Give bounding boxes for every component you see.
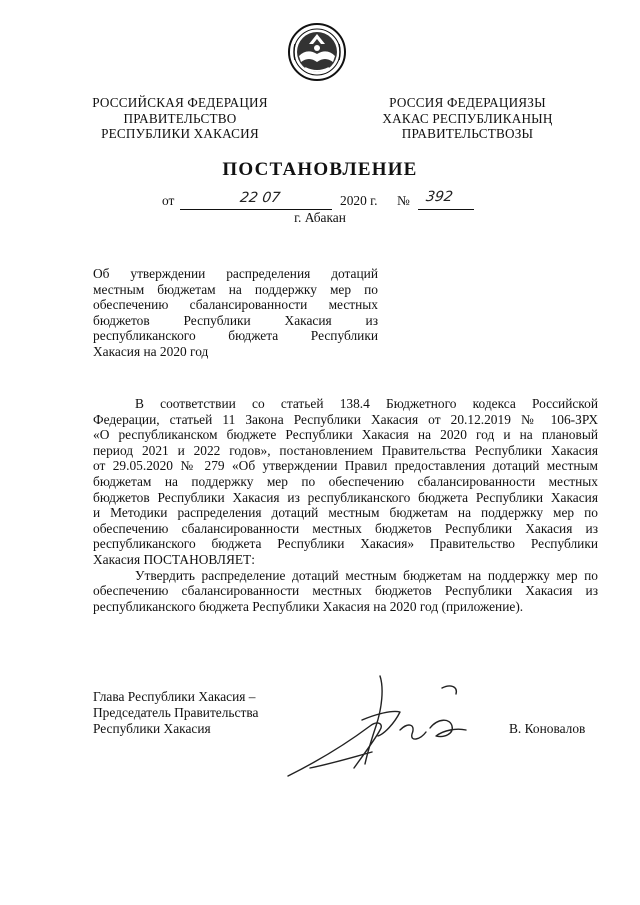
date-handwritten: 22 07 xyxy=(238,190,282,206)
document-title: ПОСТАНОВЛЕНИЕ xyxy=(222,159,418,180)
header-left xyxy=(80,95,280,142)
header-left-line: РЕСПУБЛИКИ ХАКАСИЯ xyxy=(101,126,259,142)
body-line: республиканского бюджета Республики Хакасия на 2020 год (приложение). xyxy=(93,598,524,614)
subject-line: бюджетов Республики Хакасия из xyxy=(93,312,378,328)
number-sign: № xyxy=(397,193,410,208)
handwritten-signature xyxy=(280,668,490,783)
header-left-line: РОССИЙСКАЯ ФЕДЕРАЦИЯ xyxy=(92,95,268,110)
body-paragraph-1 xyxy=(93,396,598,568)
body-line: и Методики распределения дотаций местным бюджетам на поддержку мер по xyxy=(93,505,598,521)
body-line: В соответствии со статьей 138.4 Бюджетного кодекса Российской xyxy=(135,396,598,411)
header-right-line: РОССИЯ ФЕДЕРАЦИЯЗЫ xyxy=(389,95,546,110)
date-prefix: от xyxy=(162,193,175,208)
body-line: период 2021 и 2022 годов», постановлением Правительства Республики Хакасия xyxy=(93,442,598,458)
document-subject xyxy=(93,266,378,360)
signatory-position-line: Глава Республики Хакасия – xyxy=(93,689,256,704)
body-line: бюджетам на поддержку мер по обеспечению сбалансированности местных xyxy=(93,473,598,489)
number-underline xyxy=(418,189,474,210)
document-body xyxy=(93,396,598,614)
city: г. Абакан xyxy=(294,210,346,225)
date-year: 2020 г. xyxy=(340,193,378,208)
header-right-line: ХАКАС РЕСПУБЛИКАНЫҢ xyxy=(382,110,553,126)
number-handwritten: 392 xyxy=(424,189,454,205)
subject-line: местным бюджетам на поддержку мер по xyxy=(93,281,378,297)
header-right-line: ПРАВИТЕЛЬСТВОЗЫ xyxy=(401,126,534,142)
body-line: Утвердить распределение дотаций местным бюджетам на поддержку мер по xyxy=(135,567,598,583)
body-line: обеспечению сбалансированности местных бюджетов Республики Хакасия из xyxy=(93,583,598,599)
signer-name: В. Коновалов xyxy=(509,721,586,736)
subject-line: обеспечению сбалансированности местных xyxy=(93,297,378,313)
body-line: Федерации, статьей 11 Закона Республики Хакасия от 20.12.2019 № 106-ЗРХ xyxy=(93,411,598,427)
body-line: обеспечению сбалансированности местных бюджетов Республики Хакасия из xyxy=(93,520,598,536)
header-left-line: ПРАВИТЕЛЬСТВО xyxy=(123,110,237,126)
header-right xyxy=(360,95,575,142)
body-line: республиканского бюджета Республики Хакасия» Правительство Республики xyxy=(93,536,598,552)
subject-line: республиканского бюджета Республики xyxy=(93,328,378,344)
body-line: бюджетов Республики Хакасия из республиканского бюджета Республики Хакасия xyxy=(93,489,598,505)
subject-line: Хакасия на 2020 год xyxy=(93,343,209,359)
signature-block xyxy=(93,689,258,736)
signatory-position-line: Председатель Правительства xyxy=(93,704,259,720)
body-line: Хакасия ПОСТАНОВЛЯЕТ: xyxy=(93,551,255,567)
subject-line: Об утверждении распределения дотаций xyxy=(93,266,378,281)
body-line: «О республиканском бюджете Республики Хакасия на 2020 год и на плановый xyxy=(93,427,598,443)
body-line: от 29.05.2020 № 279 «Об утверждении Правил предоставления дотаций местным xyxy=(93,458,598,474)
date-underline xyxy=(180,190,332,210)
signatory-position-line: Республики Хакасия xyxy=(93,720,211,736)
coat-of-arms-emblem xyxy=(287,22,347,82)
body-paragraph-2 xyxy=(93,568,598,615)
